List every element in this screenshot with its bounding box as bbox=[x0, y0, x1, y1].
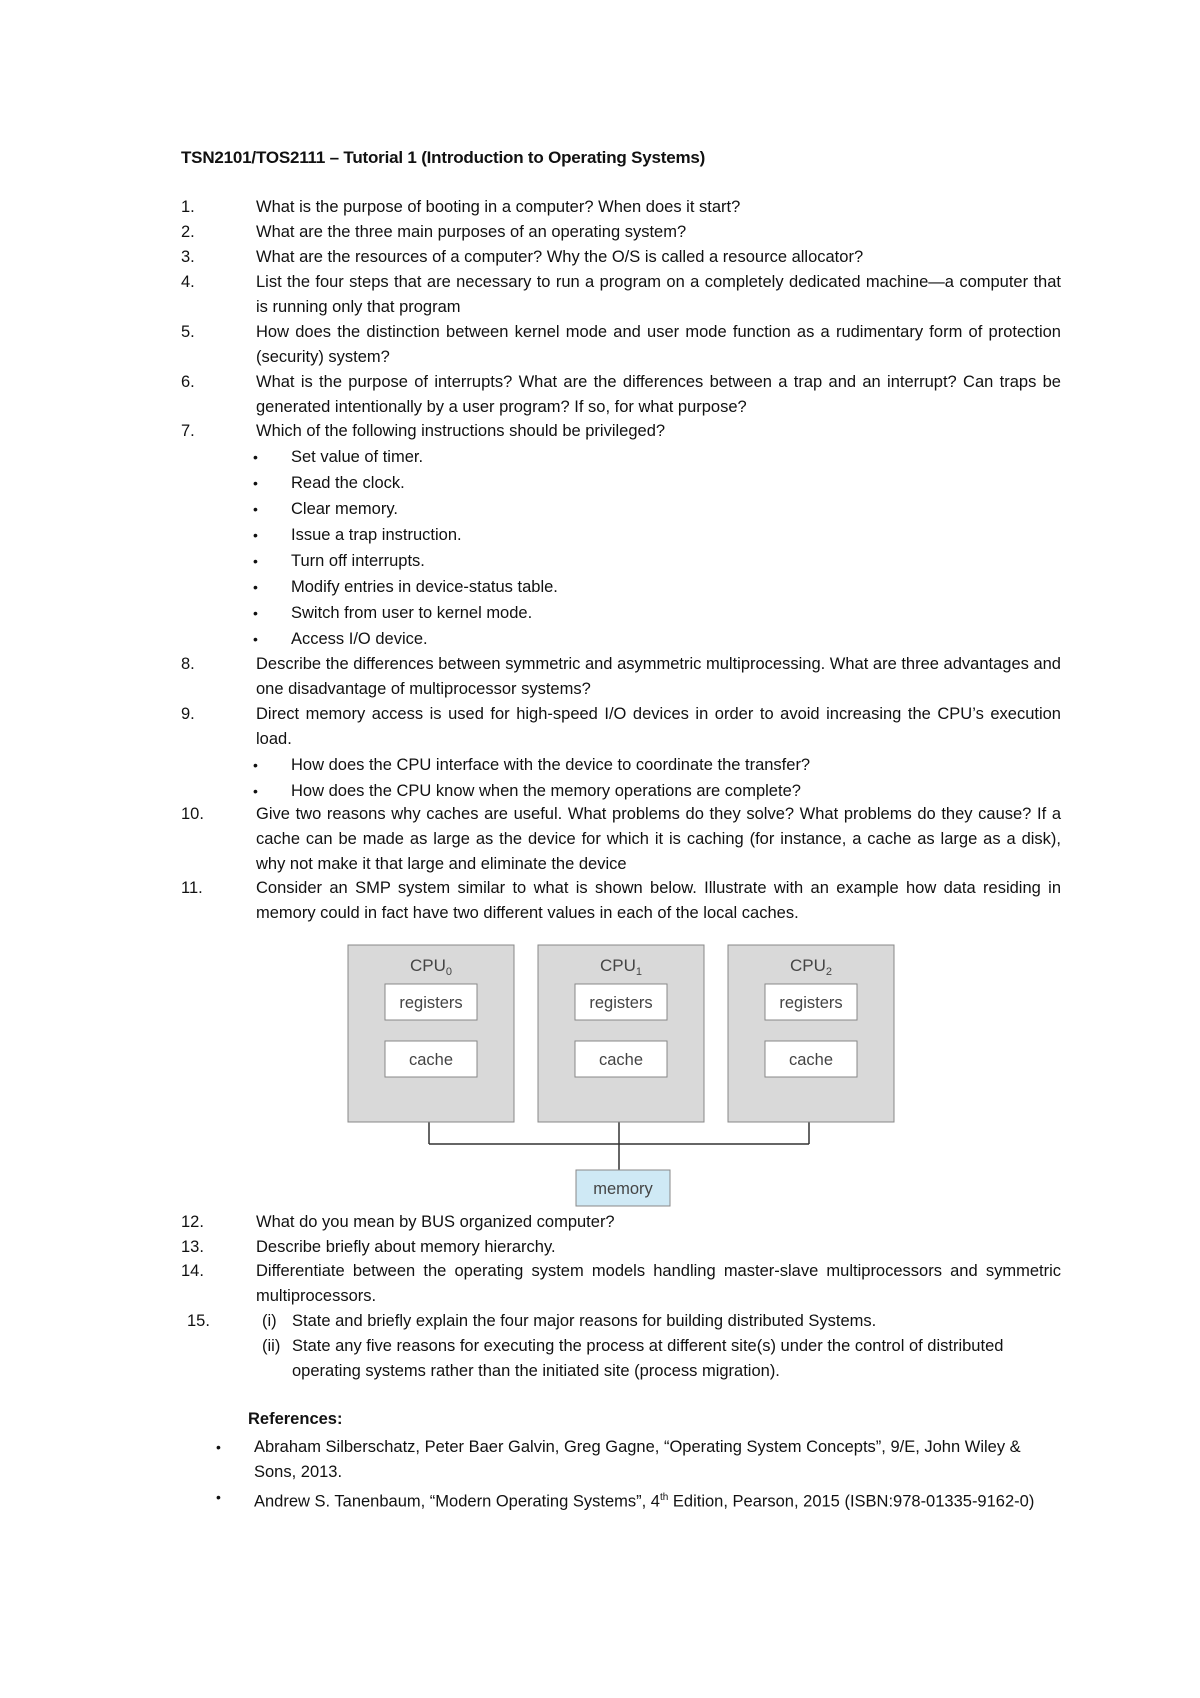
question-number: 14. bbox=[181, 1262, 204, 1280]
list-item bbox=[262, 1334, 1062, 1384]
question-text: Describe briefly about memory hierarchy. bbox=[256, 1238, 556, 1256]
part-label: (ii) bbox=[262, 1337, 281, 1355]
bullet-icon: • bbox=[253, 579, 258, 595]
question-number: 12. bbox=[181, 1213, 204, 1231]
question-number: 4. bbox=[181, 273, 195, 291]
cpu-2-box bbox=[728, 945, 894, 1122]
list-item: • Clear memory. bbox=[253, 496, 1053, 522]
list-item: • Read the clock. bbox=[253, 470, 1053, 496]
question-number: 15. bbox=[187, 1312, 210, 1330]
bullet-icon: • bbox=[253, 631, 258, 647]
bullet-icon: • bbox=[253, 757, 258, 773]
cpu-2-cache: cache bbox=[788, 1051, 834, 1069]
question-10 bbox=[181, 802, 1061, 877]
question-text: What are the three main purposes of an operating system? bbox=[256, 223, 687, 241]
list-item: • Issue a trap instruction. bbox=[253, 522, 1053, 548]
bullet-icon: • bbox=[253, 527, 258, 543]
question-6 bbox=[181, 370, 1061, 420]
question-12 bbox=[181, 1210, 1061, 1235]
cpu-0-registers: registers bbox=[399, 994, 463, 1012]
question-text: Differentiate between the operating system models handling master-slave multiprocessors and symmetric multiprocessors. bbox=[256, 1262, 1061, 1305]
question-2 bbox=[181, 220, 1061, 245]
bullet-icon: • bbox=[253, 475, 258, 491]
question-14 bbox=[181, 1259, 1061, 1309]
bullet-icon: • bbox=[253, 553, 258, 569]
question-13 bbox=[181, 1235, 1061, 1260]
list-item bbox=[216, 1435, 1056, 1485]
list-item bbox=[262, 1309, 1062, 1334]
question-text: What are the resources of a computer? Why the O/S is called a resource allocator? bbox=[256, 248, 864, 266]
cpu-0-box bbox=[348, 945, 514, 1122]
question-5 bbox=[181, 320, 1061, 370]
q15-parts bbox=[262, 1309, 1062, 1384]
question-4 bbox=[181, 270, 1061, 320]
bullet-icon: • bbox=[253, 449, 258, 465]
cpu-0-label: $CPU_0$ bbox=[409, 956, 453, 978]
question-text: Consider an SMP system similar to what is shown below. Illustrate with an example how data residing in memory could in fact have two different values in each of the local caches. bbox=[256, 879, 1061, 922]
q9-bullet-list bbox=[253, 752, 1053, 804]
question-number: 5. bbox=[181, 323, 195, 341]
cpu-2-registers: registers bbox=[779, 994, 843, 1012]
memory-label: memory bbox=[593, 1180, 653, 1198]
list-item: • Switch from user to kernel mode. bbox=[253, 600, 1053, 626]
list-item: • How does the CPU know when the memory operations are complete? bbox=[253, 778, 1053, 804]
list-item: • Access I/O device. bbox=[253, 626, 1053, 652]
question-8 bbox=[181, 652, 1061, 702]
bullet-icon: • bbox=[253, 501, 258, 517]
cpu-1-registers: registers bbox=[589, 994, 653, 1012]
question-text: List the four steps that are necessary to run a program on a completely dedicated machine—a computer that is running only that program bbox=[256, 273, 1061, 316]
list-item bbox=[216, 1485, 1056, 1515]
part-text: State and briefly explain the four major reasons for building distributed Systems. bbox=[292, 1312, 877, 1330]
question-1 bbox=[181, 195, 1061, 220]
question-number: 13. bbox=[181, 1238, 204, 1256]
question-number: 10. bbox=[181, 805, 204, 823]
question-number: 6. bbox=[181, 373, 195, 391]
question-text: What do you mean by BUS organized computer? bbox=[256, 1213, 615, 1231]
question-text: Which of the following instructions should be privileged? bbox=[256, 422, 666, 440]
reference-text: Abraham Silberschatz, Peter Baer Galvin, Greg Gagne, “Operating System Concepts”, 9/E, John Wiley & Sons, 2013. bbox=[254, 1438, 1021, 1481]
question-11 bbox=[181, 876, 1061, 926]
question-number: 1. bbox=[181, 198, 195, 216]
cpu-0-cache: cache bbox=[408, 1051, 454, 1069]
bullet-icon: • bbox=[253, 783, 258, 799]
question-7 bbox=[181, 419, 1061, 444]
cpu-1-box bbox=[538, 945, 704, 1122]
part-text: State any five reasons for executing the process at different site(s) under the control of distributed operating systems rather than the initiated site (process migration). bbox=[292, 1337, 1004, 1380]
question-number: 3. bbox=[181, 248, 195, 266]
question-number: 11. bbox=[181, 879, 203, 897]
list-item: • Turn off interrupts. bbox=[253, 548, 1053, 574]
list-item: • How does the CPU interface with the device to coordinate the transfer? bbox=[253, 752, 1053, 778]
question-number: 9. bbox=[181, 705, 195, 723]
references-heading: References: bbox=[248, 1410, 343, 1428]
list-item: • Set value of timer. bbox=[253, 444, 1053, 470]
bullet-icon: • bbox=[216, 1489, 221, 1505]
q7-bullet-list bbox=[253, 444, 1053, 652]
question-9 bbox=[181, 702, 1061, 752]
part-label: (i) bbox=[262, 1312, 277, 1330]
smp-diagram bbox=[340, 938, 900, 1208]
question-text: How does the distinction between kernel mode and user mode function as a rudimentary form of protection (security) system? bbox=[256, 323, 1061, 366]
references-list bbox=[216, 1435, 1056, 1515]
reference-text: Andrew S. Tanenbaum, “Modern Operating Systems”, 4th Edition, Pearson, 2015 (ISBN:978-01335-9162-0) bbox=[254, 1492, 1035, 1511]
question-text: What is the purpose of booting in a computer? When does it start? bbox=[256, 198, 741, 216]
question-text: What is the purpose of interrupts? What are the differences between a trap and an interrupt? Can traps be generated intentionally by a user program? If so, for what purpose? bbox=[256, 373, 1061, 416]
question-text: Direct memory access is used for high-speed I/O devices in order to avoid increasing the CPU’s execution load. bbox=[256, 705, 1061, 748]
question-number: 2. bbox=[181, 223, 195, 241]
question-text: Give two reasons why caches are useful. What problems do they solve? What problems do they cause? If a cache can be made as large as the device for which it is caching (for instance, a cache as large as a disk), why not make it that large and eliminate the device bbox=[256, 805, 1061, 873]
cpu-2-label: $CPU_2$ bbox=[789, 956, 833, 978]
question-text: Describe the differences between symmetric and asymmetric multiprocessing. What are three advantages and one disadvantage of multiprocessor systems? bbox=[256, 655, 1061, 698]
question-number: 8. bbox=[181, 655, 195, 673]
question-3 bbox=[181, 245, 1061, 270]
list-item: • Modify entries in device-status table. bbox=[253, 574, 1053, 600]
cpu-1-label: $CPU_1$ bbox=[599, 956, 643, 978]
bullet-icon: • bbox=[216, 1439, 221, 1455]
bullet-icon: • bbox=[253, 605, 258, 621]
page-title: TSN2101/TOS2111 – Tutorial 1 (Introduction to Operating Systems) bbox=[181, 148, 706, 167]
cpu-1-cache: cache bbox=[598, 1051, 644, 1069]
question-number: 7. bbox=[181, 422, 195, 440]
